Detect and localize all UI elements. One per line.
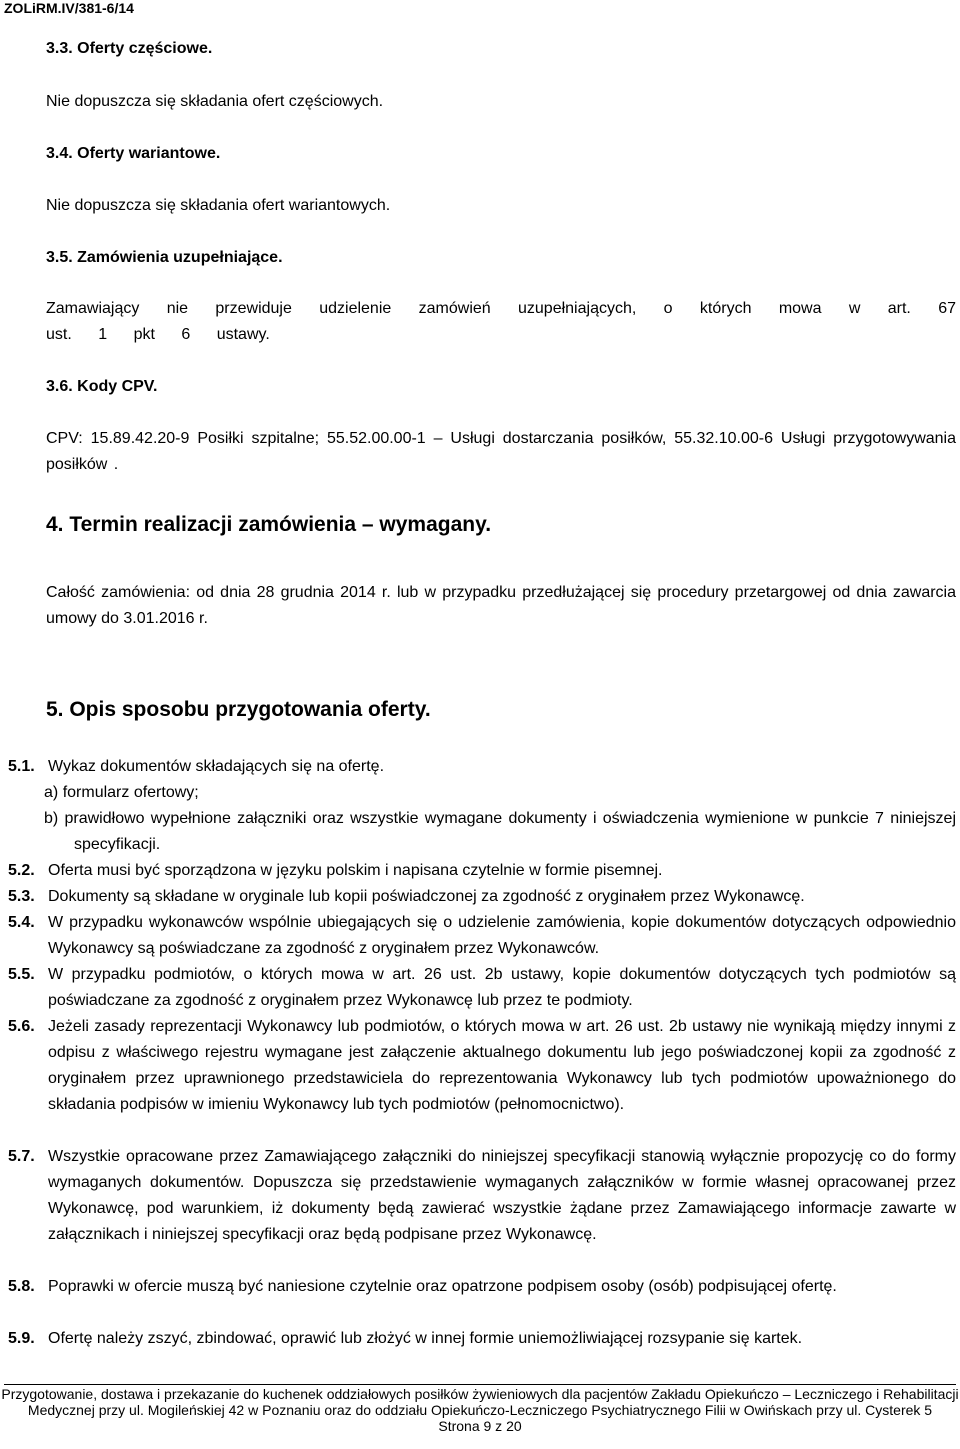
section-3-5-heading: 3.5. Zamówienia uzupełniające. bbox=[46, 249, 283, 266]
section-3-4-heading: 3.4. Oferty wariantowe. bbox=[46, 145, 221, 162]
item-text: prawidłowo wypełnione załączniki oraz wszystkie wymagane dokumenty i oświadczenia wymienione w punkcie 7 niniejszej specyfikacji. bbox=[64, 810, 957, 853]
item-number: 5.3. bbox=[8, 888, 35, 905]
item-number: 5.7. bbox=[8, 1148, 35, 1165]
item-text: Poprawki w ofercie muszą być naniesione czytelnie oraz opatrzone podpisem osoby (osób) podpisującej ofertę. bbox=[48, 1278, 837, 1295]
section-3-3-heading: 3.3. Oferty częściowe. bbox=[46, 40, 213, 57]
item-number: b) bbox=[44, 810, 59, 827]
list-item-5-1 bbox=[4, 754, 956, 780]
section-4-text: Całość zamówienia: od dnia 28 grudnia 2014 r. lub w przypadku przedłużającej się procedury przetargowej od dnia zawarcia umowy do 3.01.2016 r. bbox=[46, 584, 956, 627]
item-text: W przypadku wykonawców wspólnie ubiegających się o udzielenie zamówienia, kopie dokumentów dotyczących odpowiednio Wykonawcy są poświadczane za zgodność z oryginałem przez Wykonawców. bbox=[48, 914, 956, 957]
section-4-heading: 4. Termin realizacji zamówienia – wymagany. bbox=[46, 513, 492, 536]
list-item-b bbox=[44, 806, 956, 858]
list-item-5-3 bbox=[4, 884, 956, 910]
item-text: Wszystkie opracowane przez Zamawiającego załączniki do niniejszej specyfikacji stanowią wyłącznie propozycję co do formy wymaganych dokumentów. Dopuszcza się przedstawienie wymaganych załączników w formie własnej opracowanej przez Wykonawcę, pod warunkiem, iż dokumenty będą zawierać wszystkie żądane przez Zamawiającego informacje zawarte w załącznikach i niniejszej specyfikacji oraz będą podpisane przez Wykonawcę. bbox=[48, 1148, 956, 1243]
item-number: 5.6. bbox=[8, 1018, 35, 1035]
item-text: formularz ofertowy; bbox=[62, 784, 199, 801]
list-item-5-5 bbox=[4, 962, 956, 1014]
page-number: Strona 9 z 20 bbox=[438, 1418, 522, 1434]
section-3-4-text: Nie dopuszcza się składania ofert wariantowych. bbox=[46, 197, 391, 214]
item-text: W przypadku podmiotów, o których mowa w art. 26 ust. 2b ustawy, kopie dokumentów dotyczących tych podmiotów są poświadczane za zgodność z oryginałem przez Wykonawcę lub przez te podmioty. bbox=[48, 966, 956, 1009]
item-number: 5.2. bbox=[8, 862, 35, 879]
item-text: Wykaz dokumentów składających się na ofertę. bbox=[48, 758, 385, 775]
item-number: a) bbox=[44, 784, 59, 801]
list-item-5-6 bbox=[4, 1014, 956, 1118]
footer-description: Przygotowanie, dostawa i przekazanie do kuchenek oddziałowych posiłków żywieniowych dla pacjentów Zakładu Opiekuńczo – Leczniczego i Rehabilitacji Medycznej przy ul. Mogileńskiej 42 w Poznaniu oraz do oddziału Opiekuńczo-Leczniczego Psychiatrycznego Filii w Owińskach przy ul. Cysterek 5 bbox=[1, 1386, 959, 1418]
section-3-6-heading: 3.6. Kody CPV. bbox=[46, 378, 158, 395]
section-3-5-text: Zamawiający nie przewiduje udzielenie zamówień uzupełniających, o których mowa w art. 67 ust. 1 pkt 6 ustawy. bbox=[46, 300, 956, 343]
footer-divider bbox=[4, 1384, 956, 1385]
item-text: Jeżeli zasady reprezentacji Wykonawcy lub podmiotów, o których mowa w art. 26 ust. 2b ustawy nie wynikają między innymi z odpisu z właściwego rejestru wymagane jest załączenie aktualnego dokumentu lub jego poświadczonej kopii za zgodność z oryginałem przez uprawnionego przedstawiciela do reprezentowania Wykonawcy lub tych podmiotów upoważnionego do składania podpisów w imieniu Wykonawcy lub tych podmiotów (pełnomocnictwo). bbox=[48, 1018, 956, 1113]
item-text: Dokumenty są składane w oryginale lub kopii poświadczonej za zgodność z oryginałem przez Wykonawcę. bbox=[48, 888, 805, 905]
list-item-5-2 bbox=[4, 858, 956, 884]
section-5-heading: 5. Opis sposobu przygotowania oferty. bbox=[46, 698, 431, 721]
section-3-3-text: Nie dopuszcza się składania ofert częściowych. bbox=[46, 93, 384, 110]
section-3-6-text: CPV: 15.89.42.20-9 Posiłki szpitalne; 55.52.00.00-1 – Usługi dostarczania posiłków, 55.32.10.00-6 Usługi przygotowywania posiłków . bbox=[46, 430, 956, 473]
item-number: 5.8. bbox=[8, 1278, 35, 1295]
item-number: 5.9. bbox=[8, 1330, 35, 1347]
item-number: 5.1. bbox=[8, 758, 35, 775]
document-reference: ZOLiRM.IV/381-6/14 bbox=[4, 0, 134, 16]
list-item-5-7 bbox=[4, 1144, 956, 1248]
page-footer bbox=[0, 1386, 960, 1434]
item-number: 5.4. bbox=[8, 914, 35, 931]
list-item-5-8 bbox=[4, 1274, 956, 1300]
list-item-5-4 bbox=[4, 910, 956, 962]
list-item-5-9 bbox=[4, 1326, 956, 1352]
item-number: 5.5. bbox=[8, 966, 35, 983]
item-text: Oferta musi być sporządzona w języku polskim i napisana czytelnie w formie pisemnej. bbox=[48, 862, 663, 879]
list-item-a bbox=[44, 780, 956, 806]
item-text: Ofertę należy zszyć, zbindować, oprawić lub złożyć w innej formie uniemożliwiającej rozsypanie się kartek. bbox=[48, 1330, 803, 1347]
